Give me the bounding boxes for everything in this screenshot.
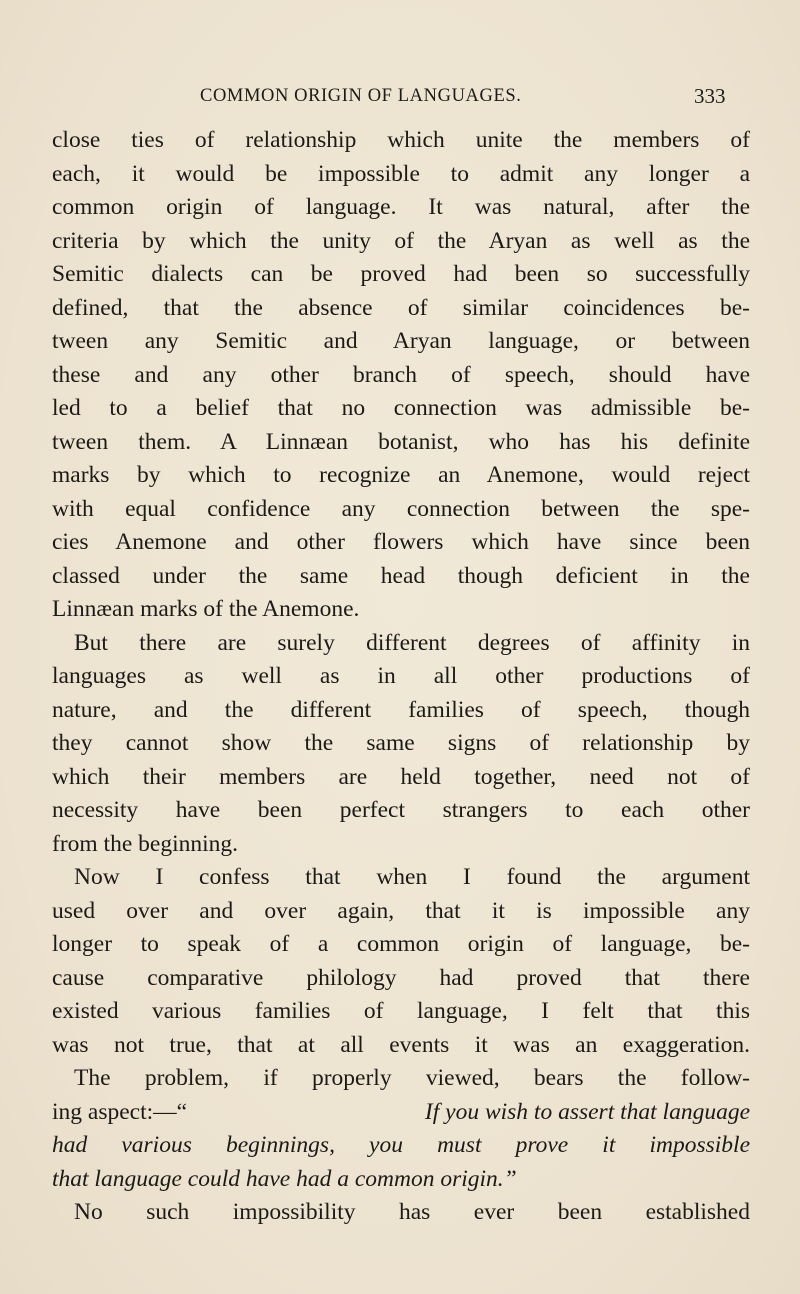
text-line: with equal confidence any connection between the spe- (52, 495, 750, 522)
text-line: defined, that the absence of similar coincidences be- (52, 294, 750, 321)
text-line: tween them. A Linnæan botanist, who has his definite (52, 428, 750, 455)
text-line: criteria by which the unity of the Aryan as well as the (52, 227, 750, 254)
text-segment: ing aspect:—“ (52, 1098, 188, 1125)
italic-quote-line: that language could have had a common origin.” (52, 1165, 517, 1192)
text-line: Linnæan marks of the Anemone. (52, 596, 360, 622)
text-line: close ties of relationship which unite the members of (52, 127, 750, 153)
text-line: was not true, that at all events it was an exaggeration. (52, 1031, 750, 1058)
paragraph-start-line: No such impossibility has ever been established (74, 1199, 750, 1225)
text-line: Semitic dialects can be proved had been so successfully (52, 261, 750, 287)
body-text (52, 124, 750, 1230)
text-line: which their members are held together, need not of (52, 763, 750, 790)
paragraph-start-line: Now I confess that when I found the argument (74, 864, 750, 890)
text-line: each, it would be impossible to admit any longer a (52, 160, 750, 187)
italic-quote-segment: If you wish to assert that language (424, 1098, 750, 1125)
page-header (0, 84, 800, 114)
text-line: led to a belief that no connection was admissible be- (52, 395, 750, 421)
paragraph-start-line: But there are surely different degrees of affinity in (74, 629, 750, 656)
running-head: COMMON ORIGIN OF LANGUAGES. (200, 86, 522, 106)
text-line: classed under the same head though deficient in the (52, 562, 750, 589)
text-line: existed various families of language, I felt that this (52, 998, 750, 1024)
mixed-line (52, 1096, 750, 1130)
text-line: cies Anemone and other flowers which have since been (52, 529, 750, 555)
text-line: The problem, if properly viewed, bears the follow- (74, 1065, 750, 1091)
text-line: they cannot show the same signs of relationship by (52, 730, 750, 756)
text-line: necessity have been perfect strangers to each other (52, 797, 750, 823)
text-line: languages as well as in all other productions of (52, 663, 750, 689)
text-line: longer to speak of a common origin of language, be- (52, 931, 750, 957)
text-line: nature, and the different families of speech, though (52, 696, 750, 723)
text-line: common origin of language. It was natural, after the (52, 194, 750, 220)
text-line: these and any other branch of speech, should have (52, 361, 750, 388)
text-line: cause comparative philology had proved that there (52, 964, 750, 991)
text-line: tween any Semitic and Aryan language, or between (52, 328, 750, 354)
page-number: 333 (694, 84, 726, 108)
italic-quote-line: had various beginnings, you must prove it impossible (52, 1132, 750, 1158)
text-line: marks by which to recognize an Anemone, would reject (52, 462, 750, 488)
text-line: from the beginning. (52, 830, 239, 857)
text-line: used over and over again, that it is impossible any (52, 897, 750, 924)
